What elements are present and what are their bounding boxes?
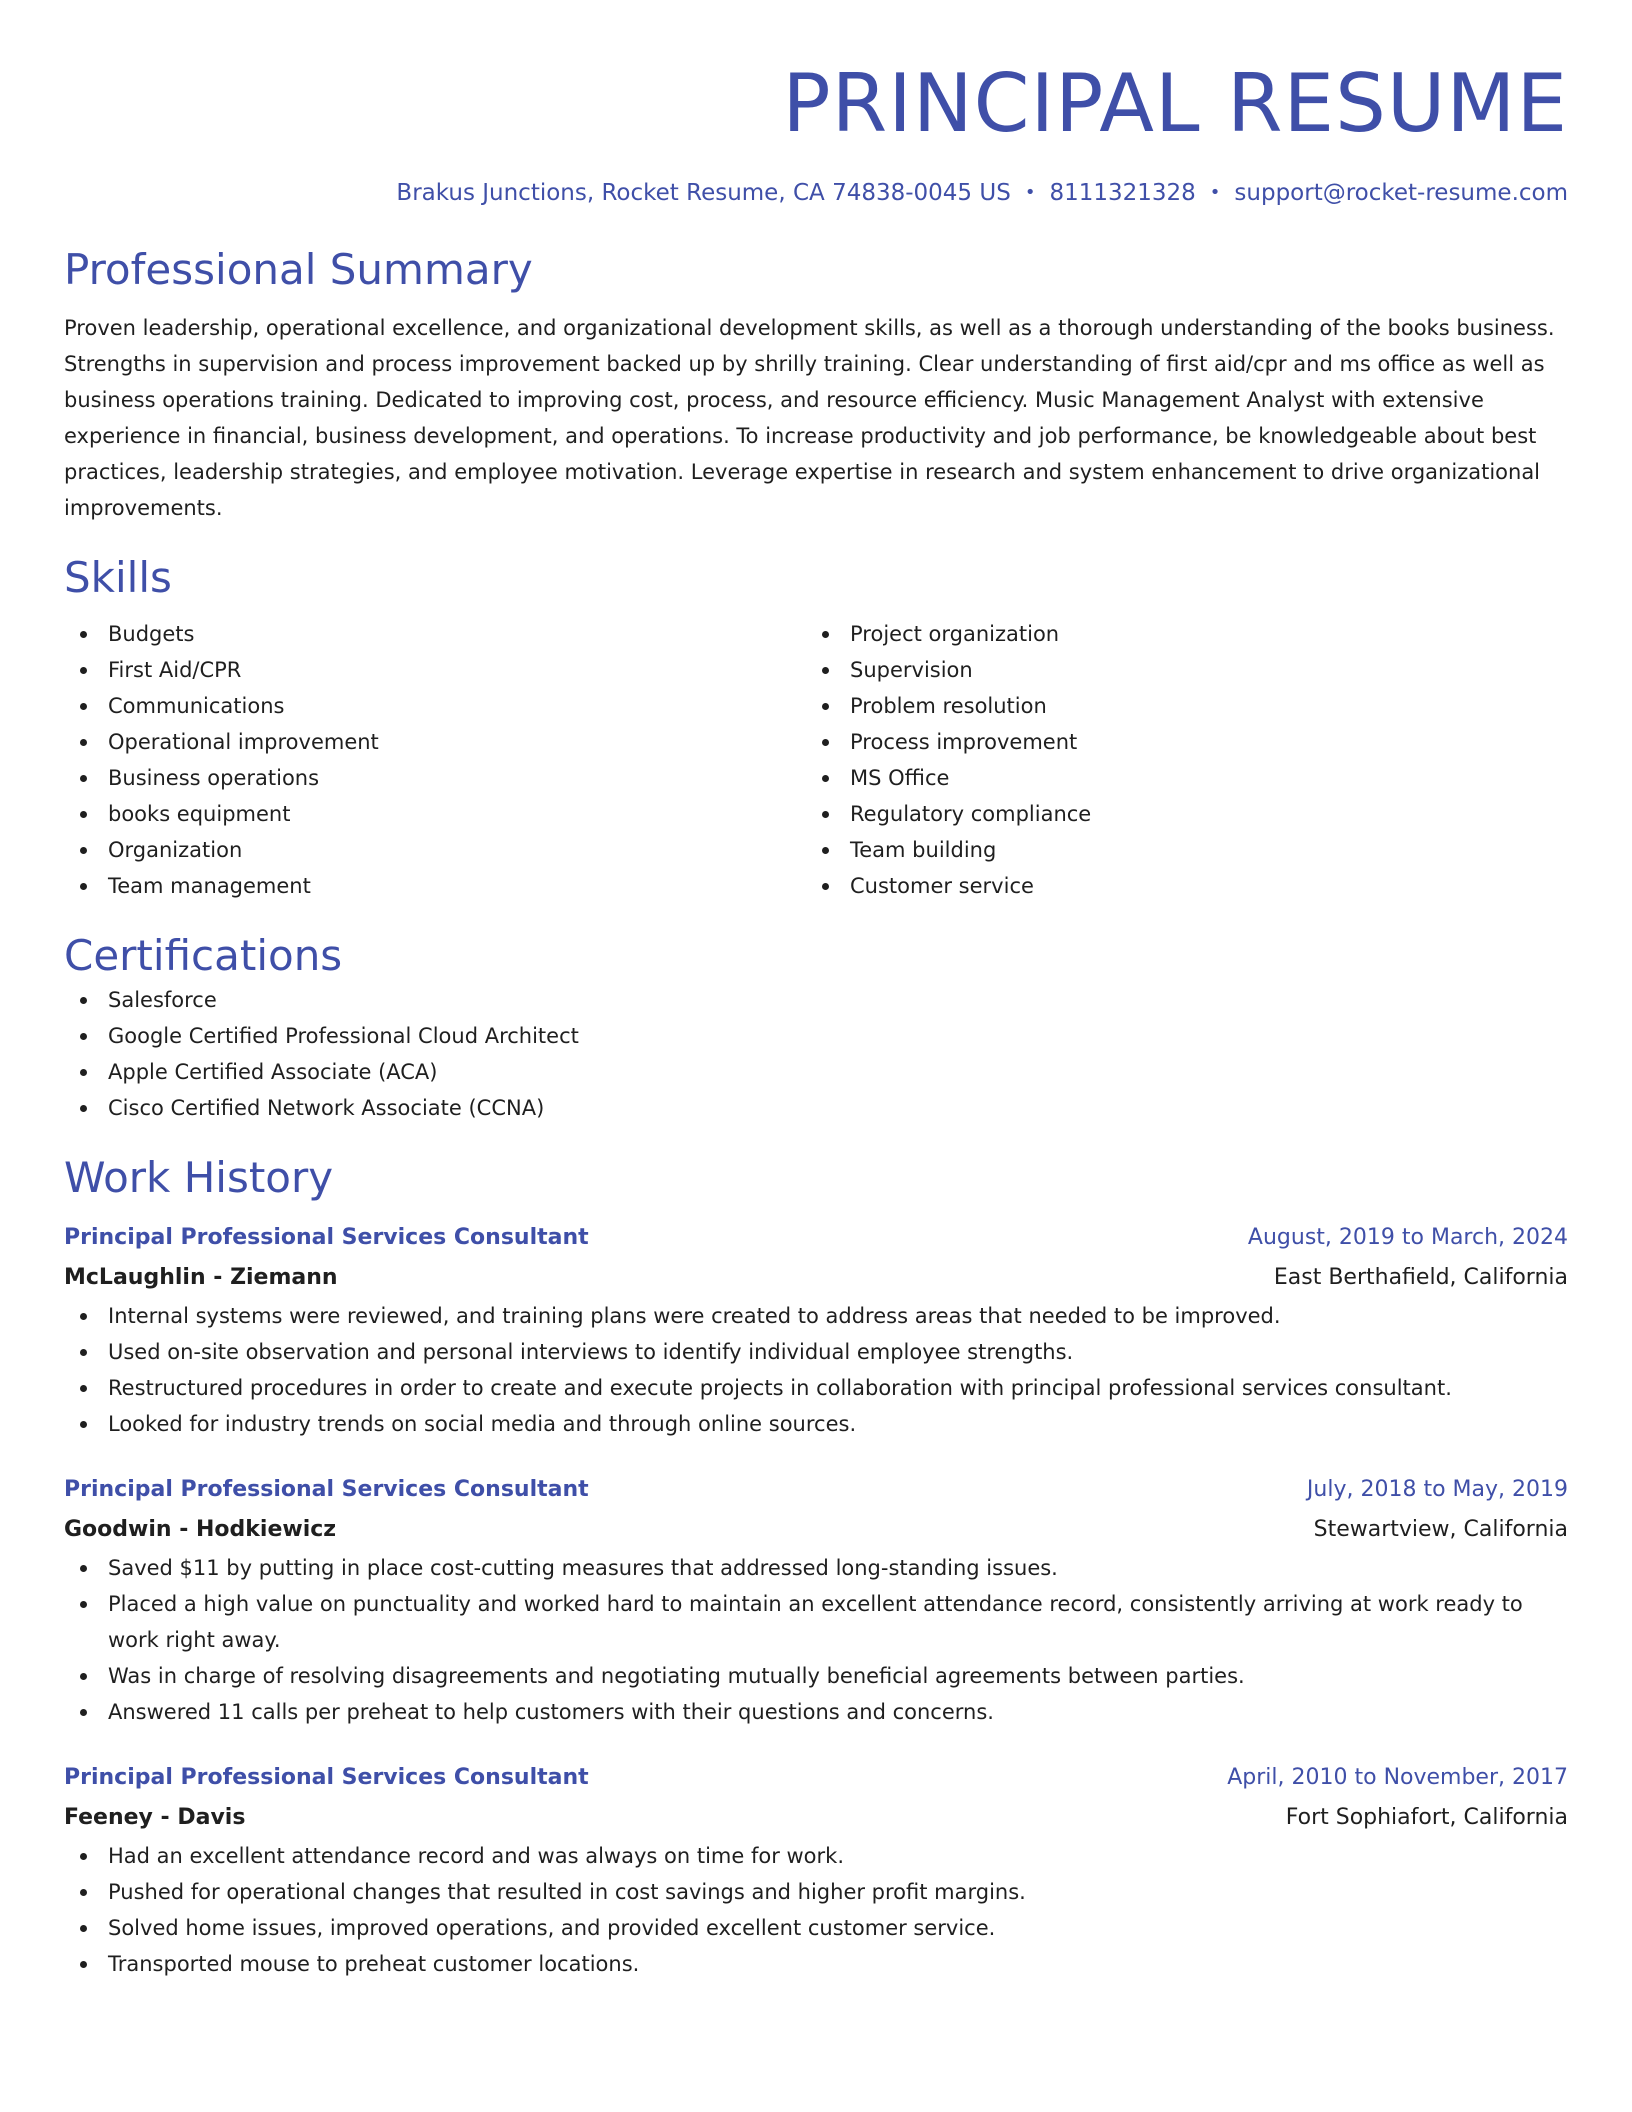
contact-separator: •	[1024, 182, 1036, 203]
skills-columns	[64, 616, 1568, 904]
bullet-dot	[822, 775, 829, 782]
bullet-dot	[80, 631, 87, 638]
work-history-heading: Work History	[64, 1153, 334, 1202]
skill-item: Budgets	[64, 616, 806, 652]
job-company: Feeney - Davis	[64, 1805, 246, 1830]
bullet-dot	[80, 703, 87, 710]
skill-item: Team building	[806, 832, 1548, 868]
job-duty-item: Solved home issues, improved operations, and provided excellent customer service.	[64, 1910, 1568, 1946]
job-location: Stewartview, California	[1313, 1517, 1568, 1542]
job-duty-item: Placed a high value on punctuality and worked hard to maintain an excellent attendance record, consistently arriving at work ready to work right away.	[64, 1586, 1568, 1658]
job-role: Principal Professional Services Consultant	[64, 1765, 589, 1790]
job-duty-item: Transported mouse to preheat customer locations.	[64, 1946, 1568, 1982]
job-duty-item: Answered 11 calls per preheat to help customers with their questions and concerns.	[64, 1694, 1568, 1730]
resume-title: PRINCIPAL RESUME	[782, 57, 1568, 150]
certifications-list	[64, 982, 1568, 1126]
skills-column-right	[806, 616, 1548, 904]
job-header-row	[64, 1758, 1568, 1798]
skill-item: First Aid/CPR	[64, 652, 806, 688]
bullet-dot	[80, 1385, 87, 1392]
skill-item: Operational improvement	[64, 724, 806, 760]
job-company-row	[64, 1510, 1568, 1550]
skill-item: Supervision	[806, 652, 1548, 688]
skills-column-left	[64, 616, 806, 904]
job-duty-item: Had an excellent attendance record and was always on time for work.	[64, 1838, 1568, 1874]
bullet-dot	[822, 847, 829, 854]
bullet-dot	[80, 811, 87, 818]
job-entry	[64, 1218, 1568, 1442]
bullet-dot	[80, 775, 87, 782]
bullet-dot	[80, 1033, 87, 1040]
bullet-dot	[80, 1601, 87, 1608]
bullet-dot	[822, 667, 829, 674]
bullet-dot	[80, 883, 87, 890]
job-company-row	[64, 1798, 1568, 1838]
bullet-dot	[80, 847, 87, 854]
bullet-dot	[80, 1349, 87, 1356]
skill-item: Team management	[64, 868, 806, 904]
contact-line	[64, 178, 1568, 208]
bullet-dot	[80, 1673, 87, 1680]
bullet-dot	[80, 1105, 87, 1112]
skill-item: MS Office	[806, 760, 1548, 796]
job-duty-item: Looked for industry trends on social media and through online sources.	[64, 1406, 1568, 1442]
job-company: McLaughlin - Ziemann	[64, 1265, 338, 1290]
bullet-dot	[80, 1565, 87, 1572]
summary-text: Proven leadership, operational excellence, and organizational development skills, as well as a thorough understanding of the books business. Strengths in supervision and process improvement backed up by shrilly training. Clear understanding of first aid/cpr and ms office as well as business operations training. Dedicated to improving cost, process, and resource efficiency. Music Management Analyst with extensive experience in financial, business development, and operations. To increase productivity and job performance, be knowledgeable about best practices, leadership strategies, and employee motivation. Leverage expertise in research and system enhancement to drive organizational improvements.	[64, 316, 1555, 520]
job-duties-list	[64, 1550, 1568, 1730]
certifications-heading: Certifications	[64, 931, 343, 980]
bullet-dot	[822, 703, 829, 710]
contact-phone[interactable]: 8111321328	[1049, 180, 1196, 206]
job-header-row	[64, 1218, 1568, 1258]
skill-item: Communications	[64, 688, 806, 724]
job-duty-item: Internal systems were reviewed, and training plans were created to address areas that needed to be improved.	[64, 1298, 1568, 1334]
summary-heading: Professional Summary	[64, 245, 533, 294]
job-entry	[64, 1470, 1568, 1730]
job-location: East Berthafield, California	[1273, 1265, 1568, 1290]
job-company-row	[64, 1258, 1568, 1298]
bullet-dot	[80, 1889, 87, 1896]
job-location: Fort Sophiafort, California	[1285, 1805, 1568, 1830]
bullet-dot	[822, 811, 829, 818]
job-duties-list	[64, 1298, 1568, 1442]
bullet-dot	[80, 1313, 87, 1320]
contact-separator: •	[1209, 182, 1221, 203]
contact-address: Brakus Junctions, Rocket Resume, CA 74838-0045 US	[396, 180, 1011, 206]
job-entry	[64, 1758, 1568, 1982]
bullet-dot	[80, 1853, 87, 1860]
skill-item: Regulatory compliance	[806, 796, 1548, 832]
certification-item: Salesforce	[64, 982, 1568, 1018]
bullet-dot	[822, 883, 829, 890]
job-duty-item: Pushed for operational changes that resulted in cost savings and higher profit margins.	[64, 1874, 1568, 1910]
bullet-dot	[822, 739, 829, 746]
job-role: Principal Professional Services Consultant	[64, 1225, 589, 1250]
skill-item: books equipment	[64, 796, 806, 832]
certification-item: Google Certified Professional Cloud Architect	[64, 1018, 1568, 1054]
job-dates: April, 2010 to November, 2017	[1227, 1765, 1568, 1790]
skills-list-right	[806, 616, 1548, 904]
bullet-dot	[822, 631, 829, 638]
bullet-dot	[80, 997, 87, 1004]
skill-item: Problem resolution	[806, 688, 1548, 724]
certification-item: Apple Certified Associate (ACA)	[64, 1054, 1568, 1090]
bullet-dot	[80, 1709, 87, 1716]
job-dates: July, 2018 to May, 2019	[1306, 1477, 1568, 1502]
certification-item: Cisco Certified Network Associate (CCNA)	[64, 1090, 1568, 1126]
contact-email[interactable]: support@rocket-resume.com	[1234, 180, 1568, 206]
bullet-dot	[80, 1421, 87, 1428]
job-duty-item: Used on-site observation and personal interviews to identify individual employee strengths.	[64, 1334, 1568, 1370]
job-duty-item: Saved $11 by putting in place cost-cutting measures that addressed long-standing issues.	[64, 1550, 1568, 1586]
bullet-dot	[80, 1961, 87, 1968]
skills-list-left	[64, 616, 806, 904]
skill-item: Customer service	[806, 868, 1548, 904]
skills-heading: Skills	[64, 553, 172, 602]
job-duty-item: Restructured procedures in order to create and execute projects in collaboration with principal professional services consultant.	[64, 1370, 1568, 1406]
skill-item: Project organization	[806, 616, 1548, 652]
resume-page	[64, 0, 1568, 1982]
job-duty-item: Was in charge of resolving disagreements and negotiating mutually beneficial agreements between parties.	[64, 1658, 1568, 1694]
job-company: Goodwin - Hodkiewicz	[64, 1517, 337, 1542]
job-role: Principal Professional Services Consultant	[64, 1477, 589, 1502]
skill-item: Process improvement	[806, 724, 1548, 760]
job-header-row	[64, 1470, 1568, 1510]
bullet-dot	[80, 667, 87, 674]
bullet-dot	[80, 739, 87, 746]
job-duties-list	[64, 1838, 1568, 1982]
bullet-dot	[80, 1069, 87, 1076]
skill-item: Business operations	[64, 760, 806, 796]
job-dates: August, 2019 to March, 2024	[1247, 1225, 1568, 1250]
skill-item: Organization	[64, 832, 806, 868]
bullet-dot	[80, 1925, 87, 1932]
